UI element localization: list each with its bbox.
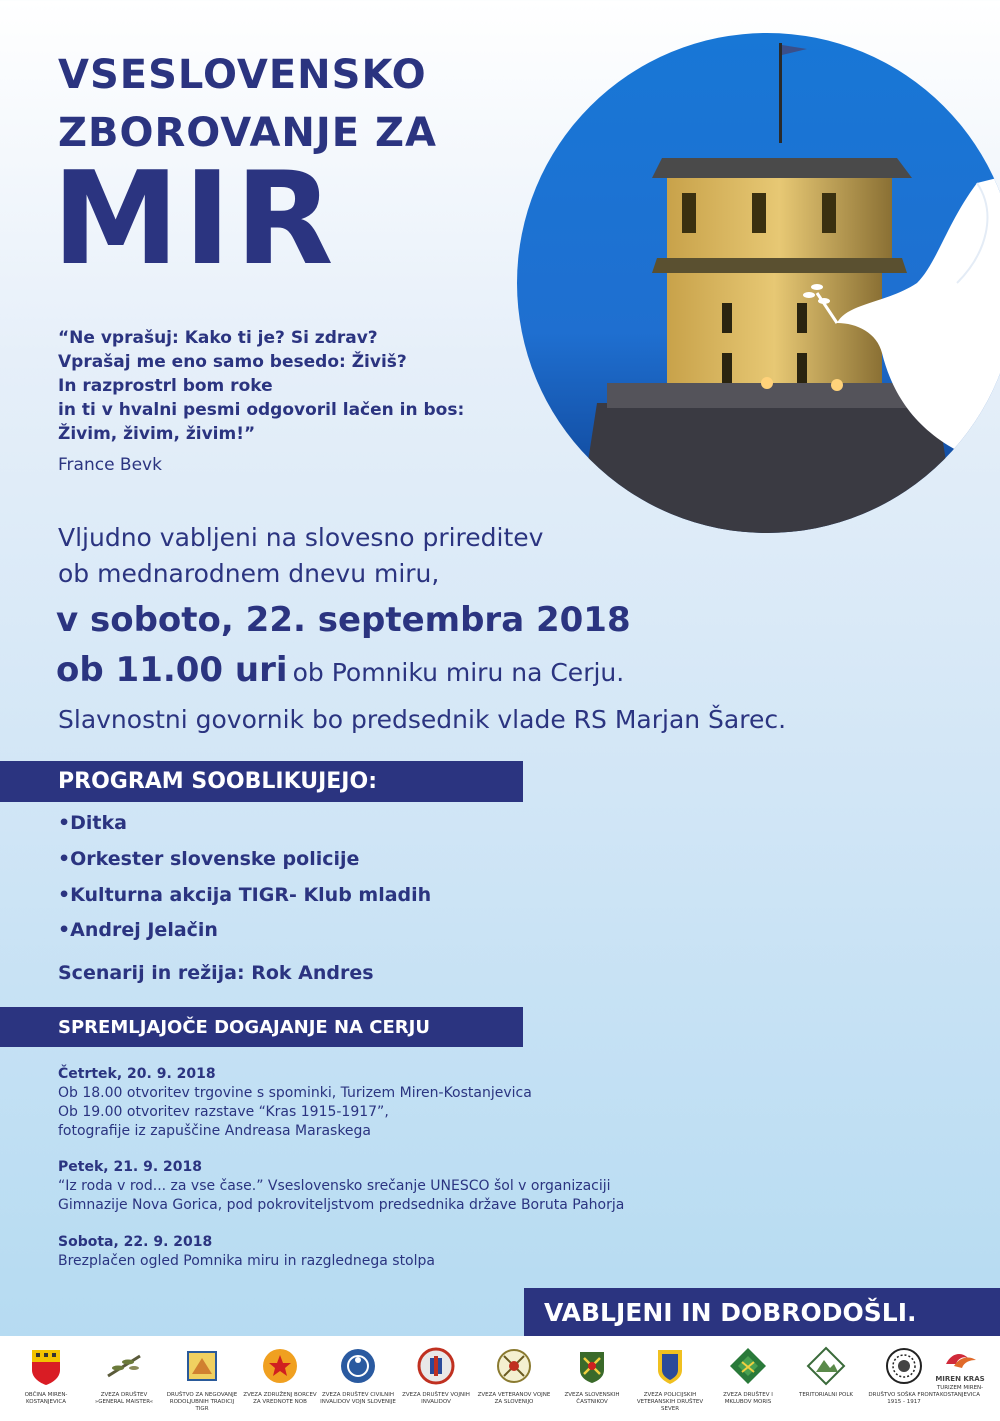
- sponsor-caption: TERITORIALNI POLK: [798, 1392, 854, 1398]
- officers-emblem-icon: [572, 1346, 612, 1386]
- title-line-2: ZBOROVANJE ZA: [58, 110, 437, 156]
- event-date: v soboto, 22. septembra 2018: [56, 600, 631, 640]
- program-heading: PROGRAM SOOBLIKUJEJO:: [0, 761, 523, 802]
- sponsor-caption: ZVEZA VETERANOV VOJNE ZA SLOVENIJO: [477, 1392, 551, 1405]
- miren-kras-logo-icon: [940, 1346, 980, 1374]
- veterans-emblem-icon: [494, 1346, 534, 1386]
- quote-line: In razprostrl bom roke: [58, 376, 273, 396]
- territorial-emblem-icon: [806, 1346, 846, 1386]
- quote-line: in ti v hvalni pesmi odgovoril lačen in bos:: [58, 400, 465, 420]
- sponsor-caption: ZVEZA DRUŠTEV »GENERAL MAISTER«: [94, 1392, 154, 1405]
- invitation-line-2: ob mednarodnem dnevu miru,: [58, 559, 440, 588]
- moris-emblem-icon: [728, 1346, 768, 1386]
- sponsor-logo: [320, 1346, 396, 1406]
- title-main: MIR: [52, 145, 338, 294]
- sponsor-logo: [710, 1346, 786, 1406]
- program-item: •Orkester slovenske policije: [58, 848, 360, 870]
- program-direction: Scenarij in režija: Rok Andres: [58, 962, 374, 984]
- sponsor-caption: ZVEZA DRUŠTEV CIVILNIH INVALIDOV VOJN SLOVENIJE: [320, 1392, 396, 1405]
- sponsor-logo: [476, 1346, 552, 1406]
- side-events-heading: SPREMLJAJOČE DOGAJANJE NA CERJU: [0, 1007, 523, 1047]
- sponsor-caption: TURIZEM MIREN-KOSTANJEVICA: [936, 1385, 984, 1398]
- peace-tower-photo: [517, 33, 1000, 533]
- quote-line: Vprašaj me eno samo besedo: Živiš?: [58, 352, 407, 372]
- sponsor-logo: [632, 1346, 708, 1413]
- sponsor-logo: [8, 1346, 84, 1406]
- schedule-line: Brezplačen ogled Pomnika miru in razglednega stolpa: [58, 1253, 435, 1269]
- event-time-place: [56, 650, 624, 690]
- sponsor-logo: [922, 1346, 998, 1399]
- invitation-line-1: Vljudno vabljeni na slovesno prireditev: [58, 523, 544, 552]
- schedule-day: [58, 1065, 532, 1141]
- schedule-line: Ob 18.00 otvoritev trgovine s spominki, Turizem Miren-Kostanjevica: [58, 1085, 532, 1101]
- sponsor-caption: OBČINA MIREN-KOSTANJEVICA: [24, 1392, 68, 1405]
- poem-quote: [58, 326, 464, 446]
- program-item: •Kulturna akcija TIGR- Klub mladih: [58, 884, 432, 906]
- event-time: ob 11.00 uri: [56, 650, 288, 690]
- keynote-speaker: Slavnostni govornik bo predsednik vlade RS Marjan Šarec.: [58, 705, 787, 734]
- sponsor-caption: DRUŠTVO ZA NEGOVANJE RODOLJUBNIH TRADICIJ TIGR: [166, 1392, 238, 1412]
- police-veterans-emblem-icon: [650, 1346, 690, 1386]
- sponsor-logo: [554, 1346, 630, 1406]
- quote-line: “Ne vprašuj: Kako ti je? Si zdrav?: [58, 328, 378, 348]
- program-item: •Andrej Jelačin: [58, 919, 218, 941]
- civil-invalids-emblem-icon: [338, 1346, 378, 1386]
- schedule-line: fotografije iz zapuščine Andreasa Maraskega: [58, 1123, 372, 1139]
- sponsor-logos: [0, 1336, 1000, 1421]
- sponsor-logo: [164, 1346, 240, 1413]
- municipal-coat-of-arms-icon: [26, 1346, 66, 1386]
- schedule-line: Ob 19.00 otvoritev razstave “Kras 1915-1917”,: [58, 1104, 389, 1120]
- sponsor-logo: [788, 1346, 864, 1399]
- schedule-line: Gimnazije Nova Gorica, pod pokroviteljstvom predsednika države Boruta Pahorja: [58, 1197, 625, 1213]
- sponsor-caption: ZVEZA DRUŠTEV VOJNIH INVALIDOV: [402, 1392, 470, 1405]
- schedule-day-title: Petek, 21. 9. 2018: [58, 1159, 203, 1175]
- soca-front-emblem-icon: [884, 1346, 924, 1386]
- schedule-line: “Iz roda v rod... za vse čase.” Vseslovensko srečanje UNESCO šol v organizaciji: [58, 1178, 611, 1194]
- tigr-emblem-icon: [182, 1346, 222, 1386]
- schedule-day-title: Četrtek, 20. 9. 2018: [58, 1066, 216, 1082]
- nob-emblem-icon: [260, 1346, 300, 1386]
- sponsor-caption: ZVEZA DRUŠTEV I MKLUBOV MORIS: [723, 1392, 773, 1405]
- sponsor-logo: [242, 1346, 318, 1406]
- tower-illustration: [517, 33, 1000, 533]
- sponsor-caption: ZVEZA POLICIJSKIH VETERANSKIH DRUŠTEV SEVER: [636, 1392, 704, 1412]
- quote-author: France Bevk: [58, 455, 162, 475]
- war-invalids-emblem-icon: [416, 1346, 456, 1386]
- olive-branch-emblem-icon: [104, 1346, 144, 1386]
- schedule-day: [58, 1158, 624, 1215]
- quote-line: Živim, živim, živim!”: [58, 424, 256, 444]
- event-place: ob Pomniku miru na Cerju.: [292, 658, 625, 687]
- sponsor-caption: ZVEZA SLOVENSKIH ČASTNIKOV: [564, 1392, 620, 1405]
- schedule-day-title: Sobota, 22. 9. 2018: [58, 1234, 213, 1250]
- sponsor-brand: MIREN KRAS: [935, 1375, 985, 1383]
- sponsor-logo: [398, 1346, 474, 1406]
- sponsor-caption: DRUŠTVO SOŠKA FRONTA 1915 - 1917: [868, 1392, 940, 1405]
- schedule-day: [58, 1233, 435, 1271]
- title-line-1: VSESLOVENSKO: [58, 52, 427, 98]
- program-item: •Ditka: [58, 812, 127, 834]
- sponsor-caption: ZVEZA ZDRUŽENJ BORCEV ZA VREDNOTE NOB: [243, 1392, 317, 1405]
- welcome-banner: VABLJENI IN DOBRODOŠLI.: [524, 1288, 1000, 1336]
- sponsor-logo: [86, 1346, 162, 1406]
